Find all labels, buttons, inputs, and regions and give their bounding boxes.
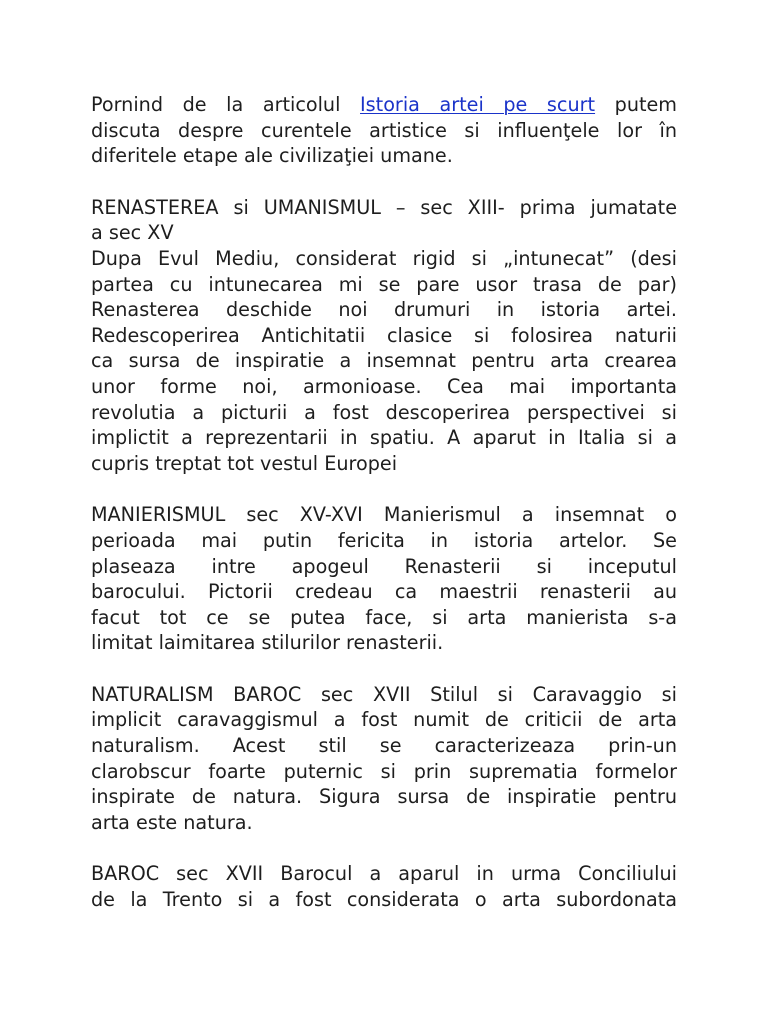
text-line [91, 425, 677, 451]
text-line [91, 400, 677, 426]
text-segment: diferitele etape ale civilizaţiei umane. [91, 144, 453, 168]
text-line [91, 451, 677, 477]
text-segment: cupris treptat tot vestul Europei [91, 451, 398, 475]
text-line [91, 733, 677, 759]
text-segment: ca sursa de inspiratie a insemnat pentru arta crearea [91, 349, 677, 373]
text-line [91, 759, 677, 785]
text-segment: arta este natura. [91, 810, 253, 834]
text-segment: Renasterea deschide noi drumuri in istoria artei. [91, 298, 677, 322]
text-segment: perioada mai putin fericita in istoria artelor. Se [91, 528, 677, 552]
text-segment: partea cu intunecarea mi se pare usor trasa de par) [91, 272, 677, 296]
text-segment: revolutia a picturii a fost descoperirea perspectivei si [91, 400, 677, 424]
text-line [91, 887, 677, 913]
text-segment: Dupa Evul Mediu, considerat rigid si „intunecat” (desi [91, 246, 677, 270]
text-segment: NATURALISM BAROC sec XVII Stilul si Caravaggio si [91, 682, 677, 706]
article-link[interactable]: Istoria artei pe scurt [360, 93, 596, 116]
text-line [91, 554, 677, 580]
text-segment: BAROC sec XVII Barocul a aparul in urma Conciliului [91, 862, 677, 886]
paragraph-manierismul [91, 502, 677, 656]
text-segment: discuta despre curentele artistice si influenţele lor în [91, 118, 677, 142]
text-line [91, 579, 677, 605]
text-segment: putem [595, 93, 677, 116]
paragraph-renasterea [91, 195, 677, 477]
text-segment: clarobscur foarte puternic si prin suprematia formelor [91, 759, 677, 783]
text-line [91, 630, 677, 656]
text-segment: implicit caravaggismul a fost numit de criticii de arta [91, 708, 677, 732]
text-segment: RENASTEREA si UMANISMUL – sec XIII- prima jumatate [91, 195, 677, 219]
text-line [91, 297, 677, 323]
text-line [91, 143, 677, 169]
text-line [91, 810, 677, 836]
text-line [91, 246, 677, 272]
text-segment: plaseaza intre apogeul Renasterii si inceputul [91, 554, 677, 578]
text-segment: Pornind de la articolul [91, 93, 361, 116]
text-segment: Redescoperirea Antichitatii clasice si folosirea naturii [91, 323, 677, 347]
paragraph-naturalism [91, 682, 677, 836]
paragraph-baroc [91, 861, 677, 912]
text-line [91, 605, 677, 631]
text-line [91, 784, 677, 810]
text-line [91, 682, 677, 708]
text-line [91, 195, 677, 221]
text-segment: MANIERISMUL sec XV-XVI Manierismul a insemnat o [91, 503, 677, 527]
text-line [91, 707, 677, 733]
text-segment: limitat laimitarea stilurilor renasterii. [91, 631, 444, 655]
text-line [91, 272, 677, 298]
text-line [91, 861, 677, 887]
text-segment: naturalism. Acest stil se caracterizeaza prin-un [91, 734, 677, 758]
text-segment: unor forme noi, armonioase. Cea mai importanta [91, 374, 677, 398]
text-segment: de la Trento si a fost considerata o arta subordonata [91, 888, 677, 912]
text-line [91, 374, 677, 400]
paragraph-intro [91, 92, 677, 169]
text-segment: barocului. Pictorii credeau ca maestrii renasterii au [91, 580, 677, 604]
text-segment: a sec XV [91, 221, 174, 245]
text-line [91, 348, 677, 374]
text-line [91, 118, 677, 144]
text-line [91, 220, 677, 246]
text-segment: inspirate de natura. Sigura sursa de inspiratie pentru [91, 785, 677, 809]
text-line [91, 502, 677, 528]
text-segment: facut tot ce se putea face, si arta manierista s-a [91, 605, 677, 629]
text-line [91, 323, 677, 349]
text-segment: implictit a reprezentarii in spatiu. A aparut in Italia si a [91, 426, 677, 450]
text-line [91, 92, 677, 118]
text-line [91, 528, 677, 554]
